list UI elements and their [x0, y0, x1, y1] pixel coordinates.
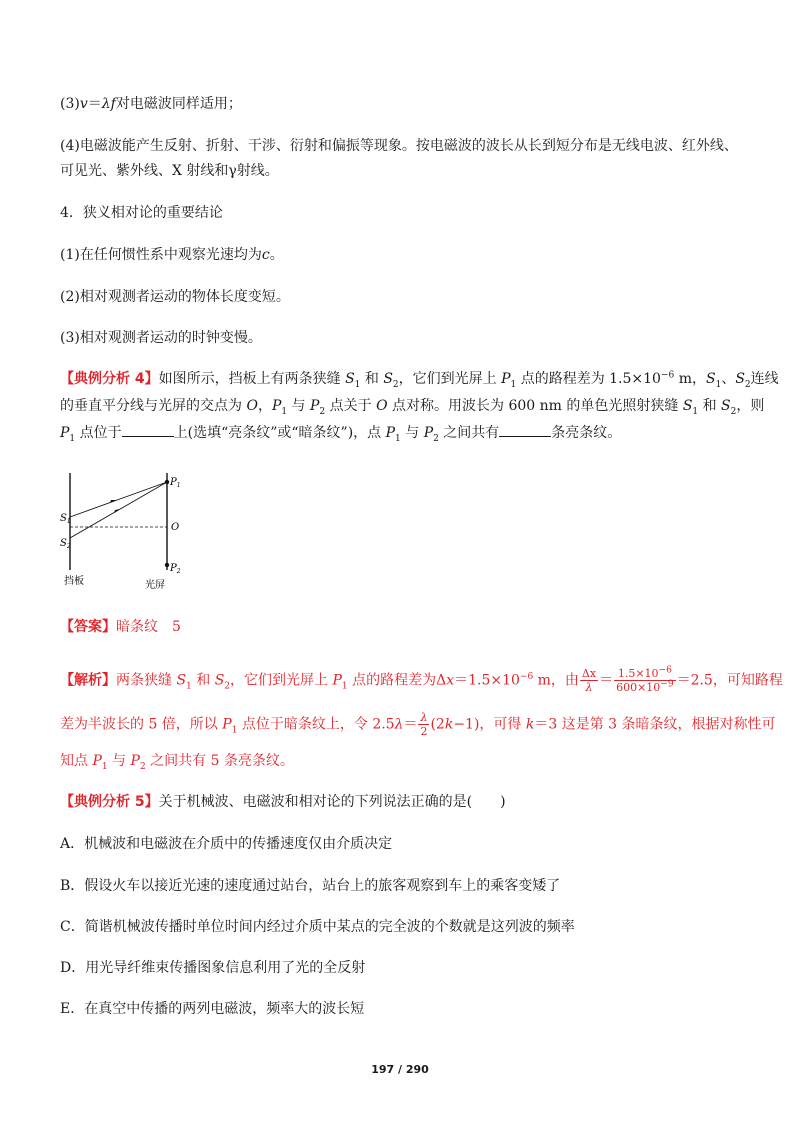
- analysis-line3: 知点 $P_1$ 与 $P_2$ 之间共有 5 条亮条纹。: [60, 753, 294, 772]
- example5-question: 【典例分析 5】关于机械波、电磁波和相对论的下列说法正确的是( ): [60, 794, 506, 810]
- option-b[interactable]: B．假设火车以接近光速的速度通过站台，站台上的旅客观察到车上的乘客变矮了: [60, 878, 561, 894]
- text-line-light-speed: (1)在任何惯性系中观察光速均为c。: [60, 247, 284, 263]
- label-s2: $S_2$: [60, 538, 71, 550]
- analysis-tag: 【解析】: [60, 672, 116, 689]
- section-heading-relativity: 4．狭义相对论的重要结论: [60, 205, 223, 221]
- page-number: 197 / 290: [371, 1063, 429, 1076]
- text-line-spectrum: 可见光、紫外线、X 射线和γ射线。: [60, 163, 279, 179]
- text-line-length-contraction: (2)相对观测者运动的物体长度变短。: [60, 289, 290, 305]
- p1-point: [165, 480, 169, 484]
- answer-blank-1[interactable]: [122, 424, 174, 437]
- fraction-dx-over-lambda: $\frac{\Delta x}{\lambda}$: [581, 667, 597, 694]
- label-screen: 光屏: [145, 580, 165, 591]
- answer-blank-2[interactable]: [499, 424, 551, 437]
- example4-line3: $P_1$ 点位于 上(选填“亮条纹”或“暗条纹”)，点 $P_1$ 与 $P_2$ 之间共有 条亮条纹。: [60, 425, 622, 444]
- label-barrier: 挡板: [64, 576, 84, 587]
- double-slit-figure: [60, 465, 200, 595]
- analysis-line2: 差为半波长的 5 倍，所以 $P_1$ 点位于暗条纹上，令 2.5λ＝ $\frac{\lambda}{2}$ (2k−1)，可得 k＝3 这是第 3 条暗条纹，根据对称性可: [60, 711, 776, 738]
- text-line-properties: (4)电磁波能产生反射、折射、干涉、衍射和偏振等现象。按电磁波的波长从长到短分布是无线电波、红外线、: [60, 138, 738, 154]
- example5-tag: 【典例分析 5】: [60, 794, 159, 810]
- ray-s1-p1: [70, 482, 167, 517]
- label-s1: $S_1$: [60, 513, 71, 525]
- option-e[interactable]: E．在真空中传播的两列电磁波，频率大的波长短: [60, 1001, 365, 1017]
- analysis-line1: 【解析】两条狭缝 $S_1$ 和 $S_2$，它们到光屏上 $P_1$ 点的路程差为$\Delta x=1.5\times 10^{-6}$ m，由 $\frac{\Delta x}{\lambda}$ ＝ $\frac{1.5\times 10^{-6}}{600\times 10^{-9}}$ ＝2.5，可知路程: [60, 665, 783, 694]
- option-a[interactable]: A．机械波和电磁波在介质中的传播速度仅由介质决定: [60, 836, 393, 852]
- text-line-formula: (3)v＝λf对电磁波同样适用；: [60, 96, 242, 112]
- answer-line: 【答案】暗条纹 5: [60, 619, 181, 635]
- example4-line2: 的垂直平分线与光屏的交点为 O，$P_1$ 与 $P_2$ 点关于 O 点对称。用波长为 600 nm 的单色光照射狭缝 $S_1$ 和 $S_2$，则: [60, 398, 765, 417]
- label-o: O: [171, 522, 180, 533]
- fraction-lambda-over-2: $\frac{\lambda}{2}$: [420, 711, 428, 738]
- answer-tag: 【答案】: [60, 619, 116, 635]
- option-c[interactable]: C．简谐机械波传播时单位时间内经过介质中某点的完全波的个数就是这列波的频率: [60, 919, 575, 935]
- example4-line1: 【典例分析 4】如图所示，挡板上有两条狭缝 $S_1$ 和 $S_2$，它们到光屏上 $P_1$ 点的路程差为 $1.5\times 10^{-6}$ m，$S_1$、$S_2$连线: [60, 370, 779, 390]
- label-p2: $P_2$: [170, 563, 181, 575]
- p2-point: [165, 563, 169, 567]
- label-p1: $P_1$: [170, 477, 181, 489]
- example4-tag: 【典例分析 4】: [60, 371, 159, 387]
- text-line-time-dilation: (3)相对观测者运动的时钟变慢。: [60, 330, 262, 346]
- fraction-numeric: $\frac{1.5\times 10^{-6}}{600\times 10^{-9}}$: [616, 665, 674, 694]
- option-d[interactable]: D．用光导纤维束传播图象信息利用了光的全反射: [60, 960, 366, 976]
